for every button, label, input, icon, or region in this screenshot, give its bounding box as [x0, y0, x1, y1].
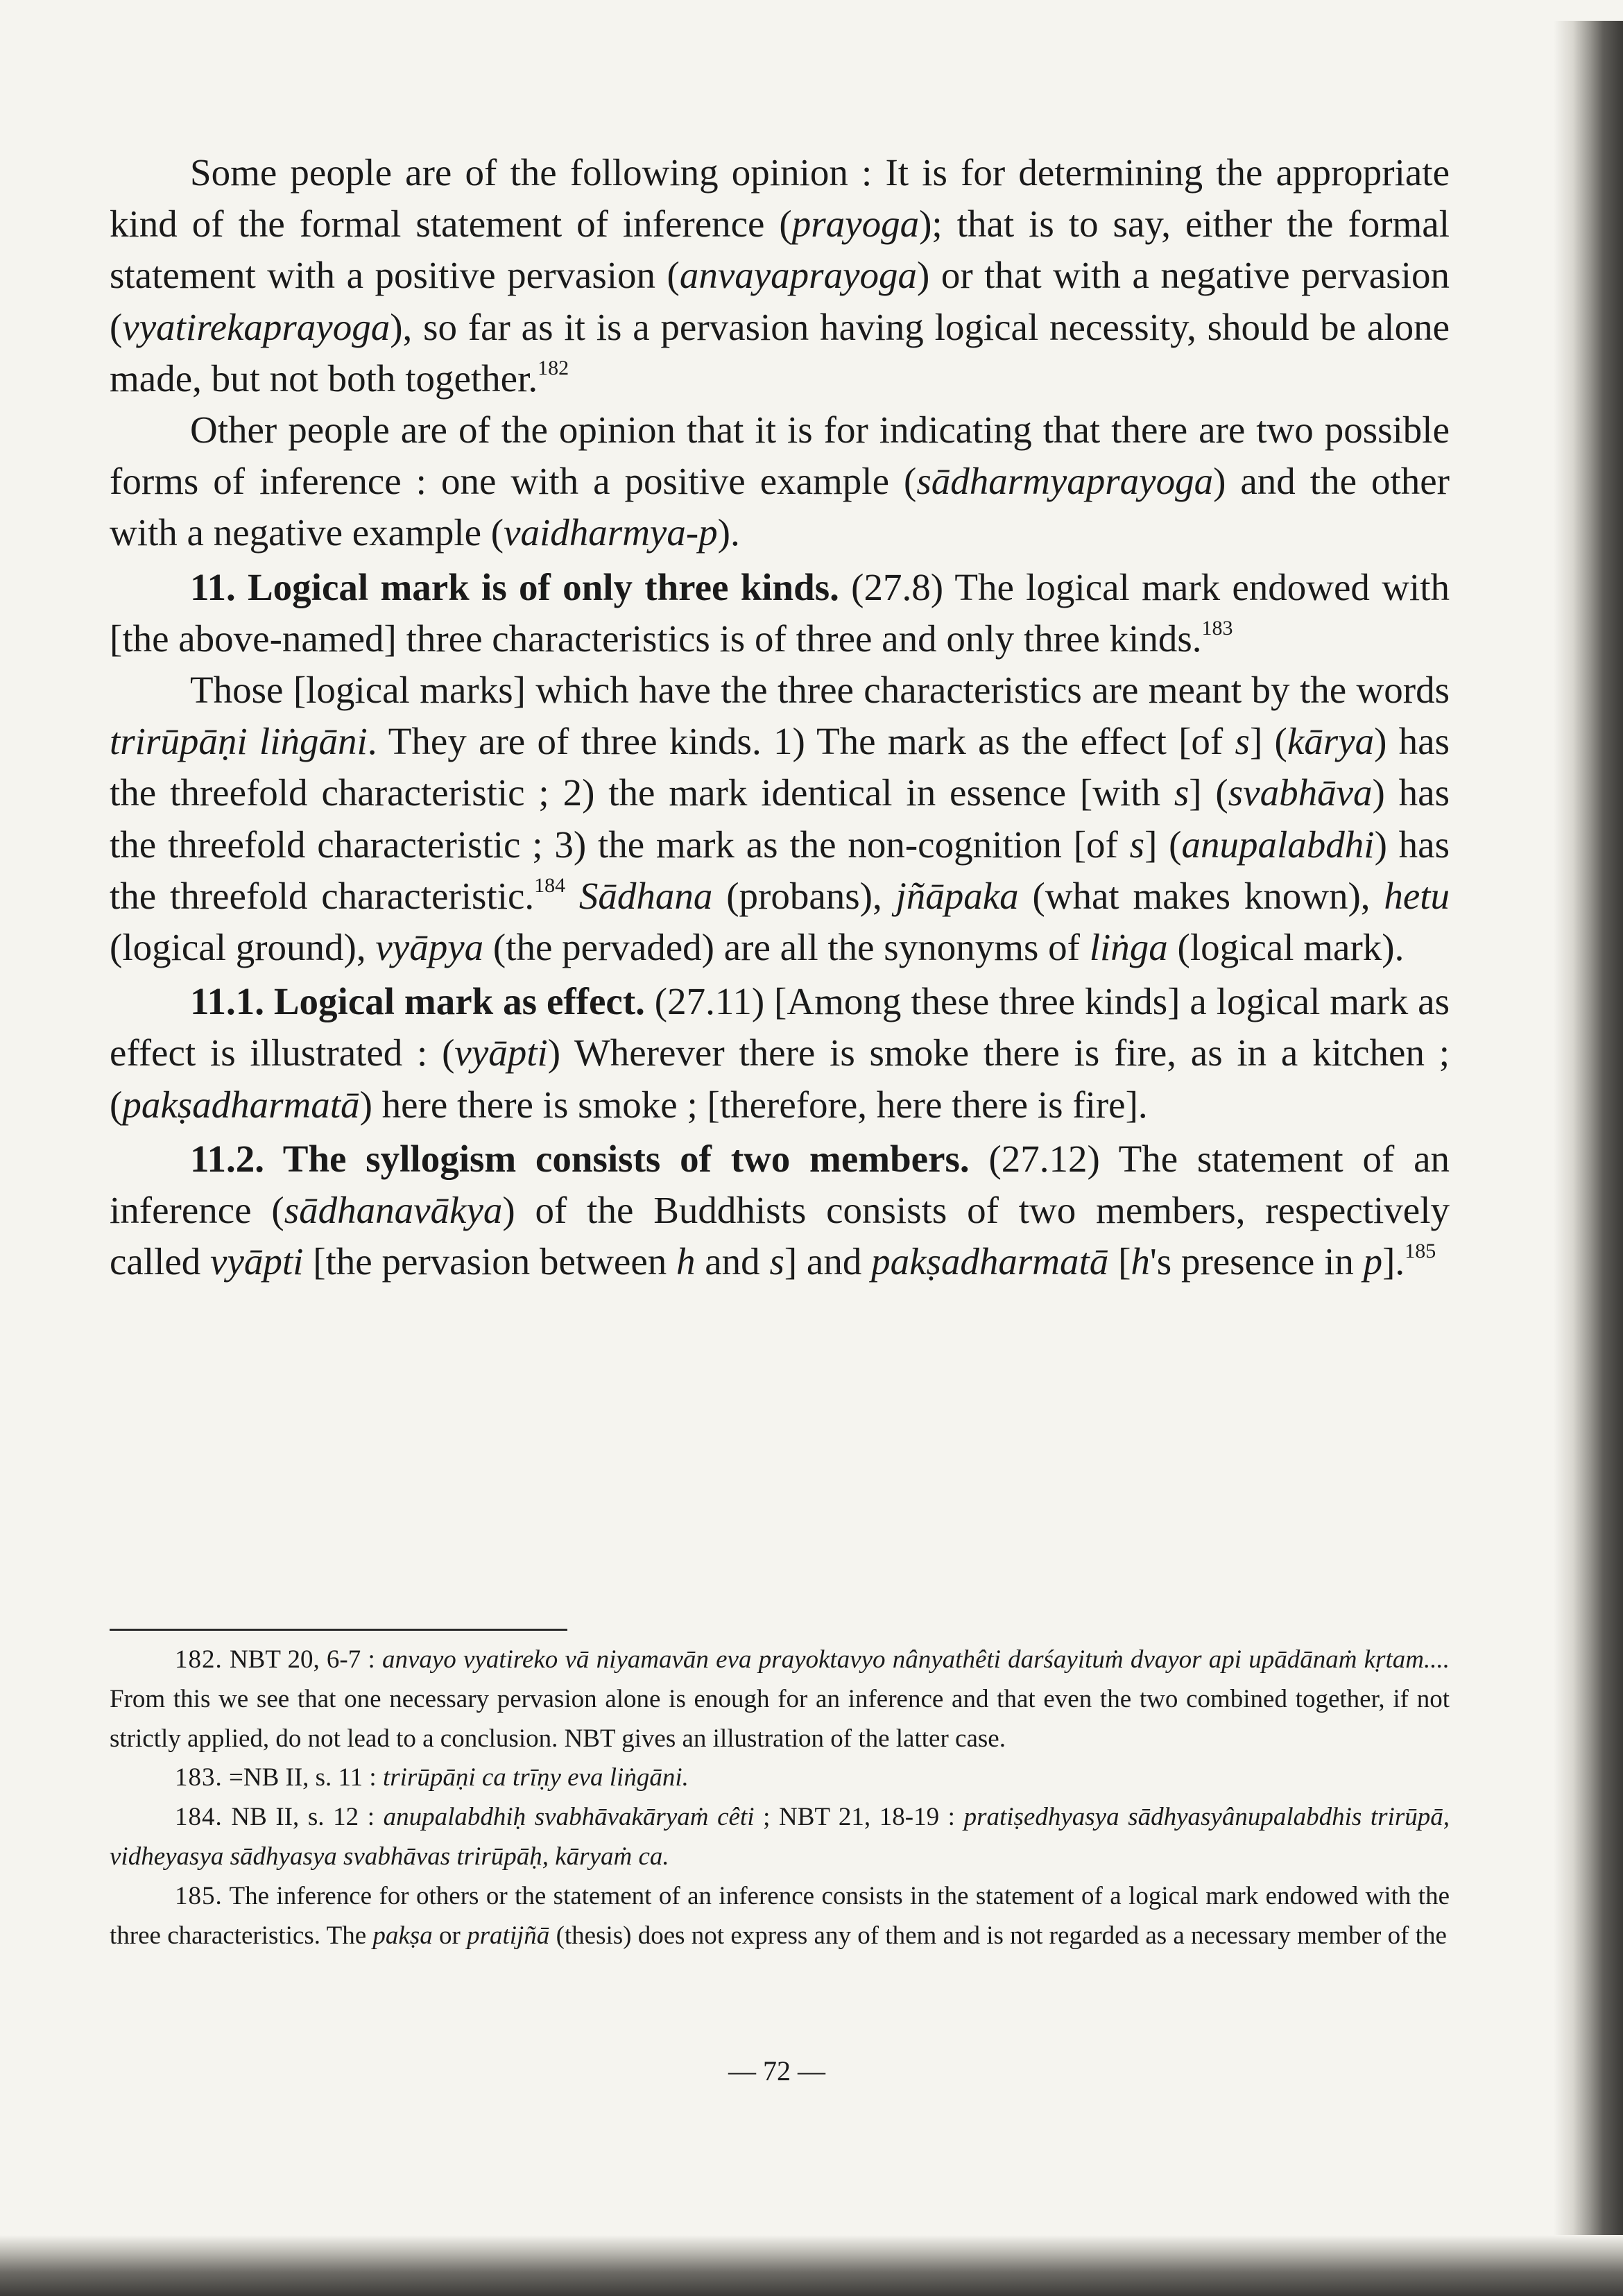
- footnotes: [110, 1640, 1450, 1955]
- scan-shadow-bottom: [0, 2235, 1623, 2296]
- paragraph-opinion-2: Other people are of the opinion that it is for indicating that there are two possible forms of inference : one with a positive example (sādharmyaprayoga) and the other with a negative example (vaidharmya-p).: [110, 409, 1450, 554]
- scan-shadow-right: [1554, 21, 1623, 2296]
- footnote-ref-185: 185: [1405, 1240, 1436, 1263]
- section-11-2: 11.2. The syllogism consists of two members. (27.12) The statement of an inference (sādhanavākya) of the Buddhists consists of two members, respectively called vyāpti [the pervasion between h and s] and pakṣadharmatā [h's presence in p].$^{185}$: [110, 1137, 1450, 1283]
- footnote-184: 184. NB II, s. 12 : anupalabdhiḥ svabhāvakāryaṁ cêti ; NBT 21, 18-19 : pratiṣedhyasya sādhyasyânupalabdhis trirūpā, vidheyasya sādhyasya svabhāvas trirūpāḥ, kāryaṁ ca.: [110, 1803, 1450, 1871]
- main-text: [110, 147, 1450, 1287]
- footnote-183: 183. =NB II, s. 11 : trirūpāṇi ca trīṇy eva liṅgāni.: [175, 1763, 689, 1792]
- paragraph-opinion-1: Some people are of the following opinion : It is for determining the appropriate kind of the formal statement of inference (prayoga); that is to say, either the formal statement with a positive pervasion (anvayaprayoga) or that with a negative pervasion (vyatirekaprayoga), so far as it is a pervasion having logical necessity, should be alone made, but not both together.$^{182}$: [110, 151, 1450, 400]
- page-number: — 72 —: [728, 2055, 825, 2087]
- footnote-ref-182: 182: [538, 356, 569, 379]
- footnote-ref-183: 183: [1201, 616, 1233, 640]
- section-heading: 11.1. Logical mark as effect.: [190, 980, 645, 1023]
- footnote-185: 185. The inference for others or the statement of an inference consists in the statement of a logical mark endowed with the three characteristics. The pakṣa or pratijñā (thesis) does not express any of them and is not regarded as a necessary member of the: [110, 1881, 1450, 1950]
- section-heading: 11.2. The syllogism consists of two members.: [190, 1137, 970, 1180]
- section-heading: 11. Logical mark is of only three kinds.: [190, 565, 839, 608]
- footnote-ref-184: 184: [534, 873, 566, 897]
- paragraph-three-marks: Those [logical marks] which have the three characteristics are meant by the words trirūpāṇi liṅgāni. They are of three kinds. 1) The mark as the effect [of s] (kārya) has the threefold characteristic ; 2) the mark identical in essence [with s] (svabhāva) has the threefold characteristic ; 3) the mark as the non-cognition [of s] (anupalabdhi) has the threefold characteristic.$^{184}$ Sādhana (probans), jñāpaka (what makes known), hetu (logical ground), vyāpya (the pervaded) are all the synonyms of liṅga (logical mark).: [110, 669, 1450, 969]
- section-11: 11. Logical mark is of only three kinds. (27.8) The logical mark endowed with [the above-named] three characteristics is of three and only three kinds.$^{183}$: [110, 565, 1450, 660]
- footnote-182: 182. NBT 20, 6-7 : anvayo vyatireko vā niyamavān eva prayoktavyo nânyathêti darśayituṁ dvayor api upādānaṁ kṛtam.... From this we see that one necessary pervasion alone is enough for an inference and that even the two combined together, if not strictly applied, do not lead to a conclusion. NBT gives an illustration of the latter case.: [110, 1645, 1450, 1753]
- section-11-1: 11.1. Logical mark as effect. (27.11) [Among these three kinds] a logical mark as effect is illustrated : (vyāpti) Wherever there is smoke there is fire, as in a kitchen ; (pakṣadharmatā) here there is smoke ; [therefore, here there is fire].: [110, 980, 1450, 1126]
- footnote-divider: [110, 1629, 567, 1631]
